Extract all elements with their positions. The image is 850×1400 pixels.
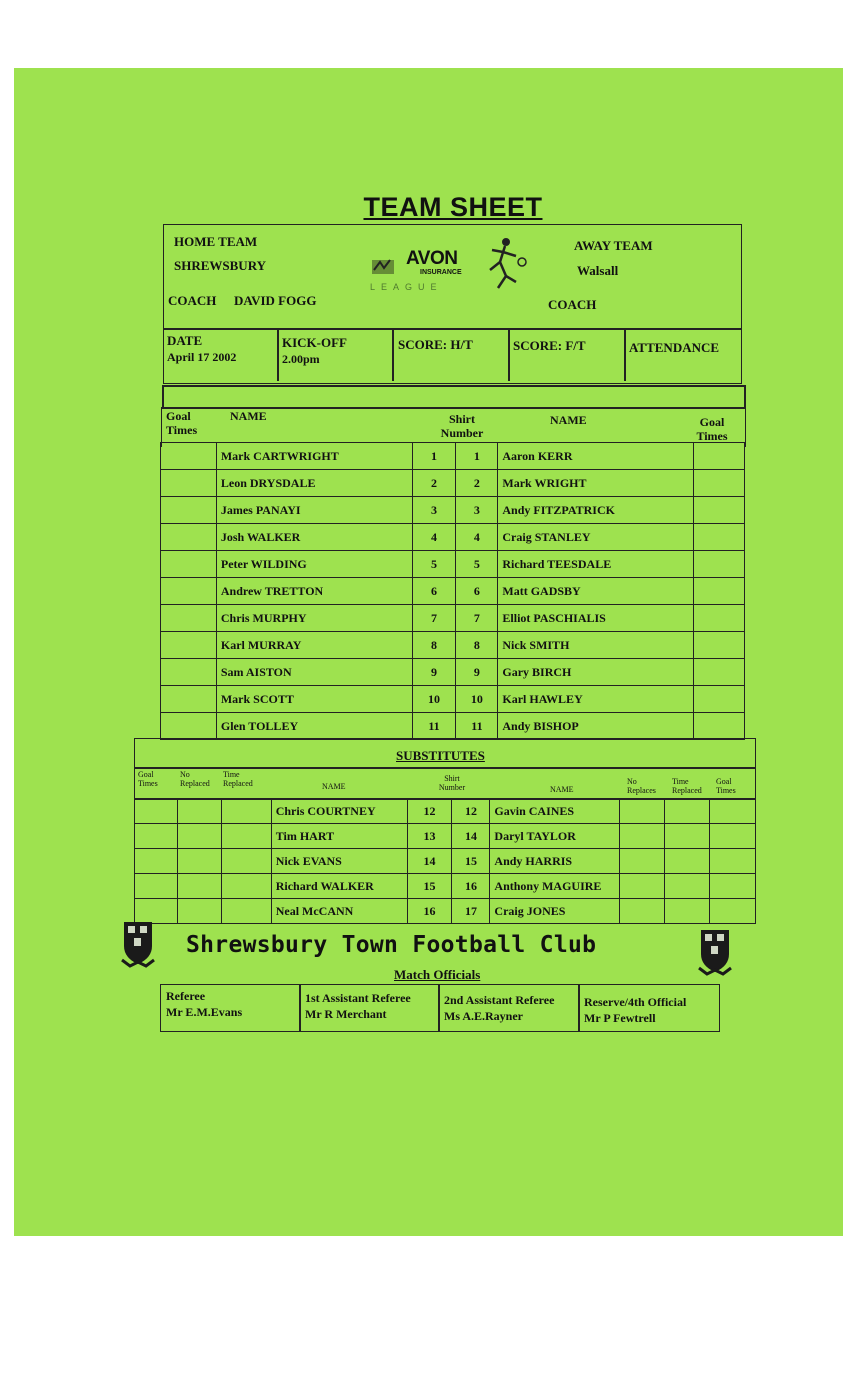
table-row bbox=[135, 874, 756, 899]
away-shirt-number: 6 bbox=[456, 578, 498, 605]
table-row bbox=[161, 578, 745, 605]
date-label: DATE bbox=[167, 333, 203, 348]
home-player-name: Sam AISTON bbox=[216, 659, 412, 686]
away-shirt-number: 7 bbox=[456, 605, 498, 632]
time-replaced-cell bbox=[221, 899, 271, 924]
table-row bbox=[135, 899, 756, 924]
table-row bbox=[161, 713, 745, 740]
away-coach-label: COACH bbox=[548, 297, 597, 312]
time-replaced-cell bbox=[665, 849, 710, 874]
away-team-label: AWAY TEAM bbox=[574, 238, 653, 253]
no-replaces-cell bbox=[620, 874, 665, 899]
home-sub-name: Tim HART bbox=[271, 824, 407, 849]
home-shirt-number: 10 bbox=[412, 686, 456, 713]
home-sub-name: Richard WALKER bbox=[271, 874, 407, 899]
no-replaces-cell bbox=[620, 849, 665, 874]
goal-times-cell bbox=[694, 659, 745, 686]
home-shirt-number: 7 bbox=[412, 605, 456, 632]
blank-bar bbox=[162, 385, 746, 409]
table-row bbox=[161, 605, 745, 632]
home-player-name: Peter WILDING bbox=[216, 551, 412, 578]
page-title: TEAM SHEET bbox=[363, 192, 543, 222]
referee-label: Referee bbox=[166, 989, 206, 1003]
goal-times-header: Goal Times bbox=[166, 409, 198, 437]
home-shirt-number: 11 bbox=[412, 713, 456, 740]
time-replaced-cell bbox=[665, 899, 710, 924]
home-player-name: Chris MURPHY bbox=[216, 605, 412, 632]
home-shirt-number: 3 bbox=[412, 497, 456, 524]
officials-divider bbox=[438, 984, 440, 1032]
subs-shirt-number-header: Shirt Number bbox=[438, 774, 466, 792]
goal-times-cell bbox=[135, 874, 178, 899]
home-sub-number: 14 bbox=[407, 849, 452, 874]
goal-times-cell bbox=[161, 632, 217, 659]
away-sub-name: Craig JONES bbox=[490, 899, 620, 924]
goal-times-cell bbox=[694, 524, 745, 551]
sponsor-mark-icon bbox=[370, 254, 400, 278]
goal-times-cell bbox=[135, 824, 178, 849]
away-shirt-number: 1 bbox=[456, 443, 498, 470]
home-shirt-number: 5 bbox=[412, 551, 456, 578]
league-logo bbox=[370, 236, 530, 296]
logo-avon-text: AVON bbox=[406, 248, 458, 269]
subs-time-replaced-header-away: Time Replaced bbox=[672, 777, 702, 795]
goal-times-cell bbox=[161, 659, 217, 686]
home-shirt-number: 8 bbox=[412, 632, 456, 659]
away-shirt-number: 2 bbox=[456, 470, 498, 497]
away-sub-number: 17 bbox=[452, 899, 490, 924]
home-player-name: Andrew TRETTON bbox=[216, 578, 412, 605]
assistant1-label: 1st Assistant Referee bbox=[305, 991, 411, 1005]
goal-times-cell bbox=[694, 686, 745, 713]
goal-times-cell bbox=[694, 497, 745, 524]
goal-times-cell bbox=[694, 443, 745, 470]
shirt-number-header: Shirt Number bbox=[440, 412, 484, 440]
subs-time-replaced-header: Time Replaced bbox=[223, 770, 253, 788]
home-sub-number: 16 bbox=[407, 899, 452, 924]
goal-times-cell bbox=[161, 497, 217, 524]
goal-times-cell bbox=[161, 578, 217, 605]
no-replaced-cell bbox=[177, 824, 221, 849]
goal-times-cell bbox=[710, 849, 756, 874]
referee-name: Mr E.M.Evans bbox=[166, 1005, 243, 1019]
away-player-name: Andy BISHOP bbox=[498, 713, 694, 740]
reserve-name: Mr P Fewtrell bbox=[584, 1011, 656, 1025]
goal-times-cell bbox=[161, 470, 217, 497]
goal-times-cell bbox=[694, 470, 745, 497]
assistant1-name: Mr R Merchant bbox=[305, 1007, 387, 1021]
match-officials-title: Match Officials bbox=[394, 967, 481, 982]
goal-times-cell bbox=[694, 551, 745, 578]
officials-divider bbox=[299, 984, 301, 1032]
home-coach-name: DAVID FOGG bbox=[234, 293, 317, 308]
away-shirt-number: 3 bbox=[456, 497, 498, 524]
goal-times-cell bbox=[161, 713, 217, 740]
assistant2-name: Ms A.E.Rayner bbox=[444, 1009, 523, 1023]
club-crest-icon bbox=[120, 920, 156, 970]
away-shirt-number: 9 bbox=[456, 659, 498, 686]
no-replaced-cell bbox=[177, 849, 221, 874]
score-ft-label: SCORE: F/T bbox=[513, 338, 586, 353]
header-divider bbox=[163, 328, 742, 330]
subs-no-replaces-header: No Replaces bbox=[627, 777, 656, 795]
away-shirt-number: 11 bbox=[456, 713, 498, 740]
subs-name-header: NAME bbox=[322, 782, 346, 791]
substitutes-title: SUBSTITUTES bbox=[396, 748, 485, 763]
away-player-name: Richard TEESDALE bbox=[498, 551, 694, 578]
home-player-name: Leon DRYSDALE bbox=[216, 470, 412, 497]
table-row bbox=[161, 659, 745, 686]
no-replaced-cell bbox=[177, 874, 221, 899]
time-replaced-cell bbox=[665, 824, 710, 849]
logo-insurance-text: INSURANCE bbox=[420, 269, 462, 276]
home-player-name: Josh WALKER bbox=[216, 524, 412, 551]
goal-times-cell bbox=[161, 524, 217, 551]
home-sub-name: Neal McCANN bbox=[271, 899, 407, 924]
assistant2-label: 2nd Assistant Referee bbox=[444, 993, 555, 1007]
away-sub-number: 12 bbox=[452, 799, 490, 824]
home-team-name: SHREWSBURY bbox=[174, 258, 267, 273]
home-player-name: Mark SCOTT bbox=[216, 686, 412, 713]
away-sub-name: Daryl TAYLOR bbox=[490, 824, 620, 849]
info-divider bbox=[277, 328, 279, 381]
home-shirt-number: 6 bbox=[412, 578, 456, 605]
substitutes-table bbox=[134, 798, 756, 924]
away-player-name: Karl HAWLEY bbox=[498, 686, 694, 713]
goal-times-cell bbox=[694, 632, 745, 659]
time-replaced-cell bbox=[221, 799, 271, 824]
no-replaces-cell bbox=[620, 799, 665, 824]
table-row bbox=[135, 849, 756, 874]
goal-times-cell bbox=[161, 551, 217, 578]
table-row bbox=[161, 632, 745, 659]
no-replaces-cell bbox=[620, 824, 665, 849]
reserve-label: Reserve/4th Official bbox=[584, 995, 687, 1009]
home-shirt-number: 9 bbox=[412, 659, 456, 686]
home-sub-number: 13 bbox=[407, 824, 452, 849]
home-sub-number: 15 bbox=[407, 874, 452, 899]
away-player-name: Aaron KERR bbox=[498, 443, 694, 470]
away-player-name: Nick SMITH bbox=[498, 632, 694, 659]
table-row bbox=[161, 686, 745, 713]
away-sub-name: Gavin CAINES bbox=[490, 799, 620, 824]
away-team-name: Walsall bbox=[577, 263, 619, 278]
subs-goal-times-header: Goal Times bbox=[138, 770, 158, 788]
goal-times-cell bbox=[694, 713, 745, 740]
time-replaced-cell bbox=[221, 849, 271, 874]
footballer-logo-icon bbox=[476, 236, 528, 296]
goal-times-cell bbox=[161, 443, 217, 470]
away-shirt-number: 4 bbox=[456, 524, 498, 551]
table-row bbox=[161, 551, 745, 578]
table-row bbox=[161, 524, 745, 551]
away-shirt-number: 10 bbox=[456, 686, 498, 713]
home-shirt-number: 2 bbox=[412, 470, 456, 497]
score-ht-label: SCORE: H/T bbox=[398, 337, 473, 352]
home-player-name: James PANAYI bbox=[216, 497, 412, 524]
home-coach-label: COACH bbox=[168, 293, 217, 308]
subs-no-replaced-header: No Replaced bbox=[180, 770, 210, 788]
info-divider bbox=[392, 328, 394, 381]
table-row bbox=[135, 824, 756, 849]
info-divider bbox=[624, 328, 626, 381]
time-replaced-cell bbox=[221, 874, 271, 899]
club-crest-icon bbox=[697, 928, 733, 978]
away-player-name: Andy FITZPATRICK bbox=[498, 497, 694, 524]
goal-times-header-away: Goal Times bbox=[696, 415, 728, 443]
home-shirt-number: 1 bbox=[412, 443, 456, 470]
goal-times-cell bbox=[135, 799, 178, 824]
kickoff-value: 2.00pm bbox=[282, 352, 320, 366]
goal-times-cell bbox=[710, 899, 756, 924]
table-row bbox=[161, 497, 745, 524]
no-replaced-cell bbox=[177, 799, 221, 824]
away-shirt-number: 5 bbox=[456, 551, 498, 578]
time-replaced-cell bbox=[665, 799, 710, 824]
kickoff-label: KICK-OFF bbox=[282, 335, 347, 350]
away-shirt-number: 8 bbox=[456, 632, 498, 659]
goal-times-cell bbox=[710, 874, 756, 899]
away-player-name: Elliot PASCHIALIS bbox=[498, 605, 694, 632]
date-value: April 17 2002 bbox=[167, 350, 237, 364]
goal-times-cell bbox=[161, 686, 217, 713]
table-row bbox=[135, 799, 756, 824]
no-replaces-cell bbox=[620, 899, 665, 924]
home-player-name: Mark CARTWRIGHT bbox=[216, 443, 412, 470]
time-replaced-cell bbox=[221, 824, 271, 849]
home-shirt-number: 4 bbox=[412, 524, 456, 551]
name-header-away: NAME bbox=[550, 413, 587, 427]
home-team-label: HOME TEAM bbox=[174, 234, 258, 249]
time-replaced-cell bbox=[665, 874, 710, 899]
home-sub-name: Chris COURTNEY bbox=[271, 799, 407, 824]
away-sub-number: 15 bbox=[452, 849, 490, 874]
goal-times-cell bbox=[694, 578, 745, 605]
home-sub-number: 12 bbox=[407, 799, 452, 824]
table-row bbox=[161, 470, 745, 497]
home-player-name: Karl MURRAY bbox=[216, 632, 412, 659]
away-player-name: Craig STANLEY bbox=[498, 524, 694, 551]
no-replaced-cell bbox=[177, 899, 221, 924]
players-table bbox=[160, 442, 745, 740]
attendance-label: ATTENDANCE bbox=[629, 340, 720, 355]
subs-name-header-away: NAME bbox=[550, 785, 574, 794]
officials-divider bbox=[578, 984, 580, 1032]
club-name: Shrewsbury Town Football Club bbox=[186, 932, 597, 958]
away-player-name: Mark WRIGHT bbox=[498, 470, 694, 497]
subs-goal-times-header-away: Goal Times bbox=[716, 777, 736, 795]
goal-times-cell bbox=[694, 605, 745, 632]
goal-times-cell bbox=[710, 799, 756, 824]
home-player-name: Glen TOLLEY bbox=[216, 713, 412, 740]
subs-divider bbox=[134, 767, 756, 769]
away-player-name: Gary BIRCH bbox=[498, 659, 694, 686]
table-row bbox=[161, 443, 745, 470]
goal-times-cell bbox=[135, 849, 178, 874]
away-sub-name: Andy HARRIS bbox=[490, 849, 620, 874]
away-player-name: Matt GADSBY bbox=[498, 578, 694, 605]
name-header-home: NAME bbox=[230, 409, 267, 423]
goal-times-cell bbox=[161, 605, 217, 632]
logo-league-text: LEAGUE bbox=[370, 282, 443, 292]
info-divider bbox=[508, 328, 510, 381]
away-sub-number: 14 bbox=[452, 824, 490, 849]
goal-times-cell bbox=[710, 824, 756, 849]
home-sub-name: Nick EVANS bbox=[271, 849, 407, 874]
away-sub-name: Anthony MAGUIRE bbox=[490, 874, 620, 899]
away-sub-number: 16 bbox=[452, 874, 490, 899]
